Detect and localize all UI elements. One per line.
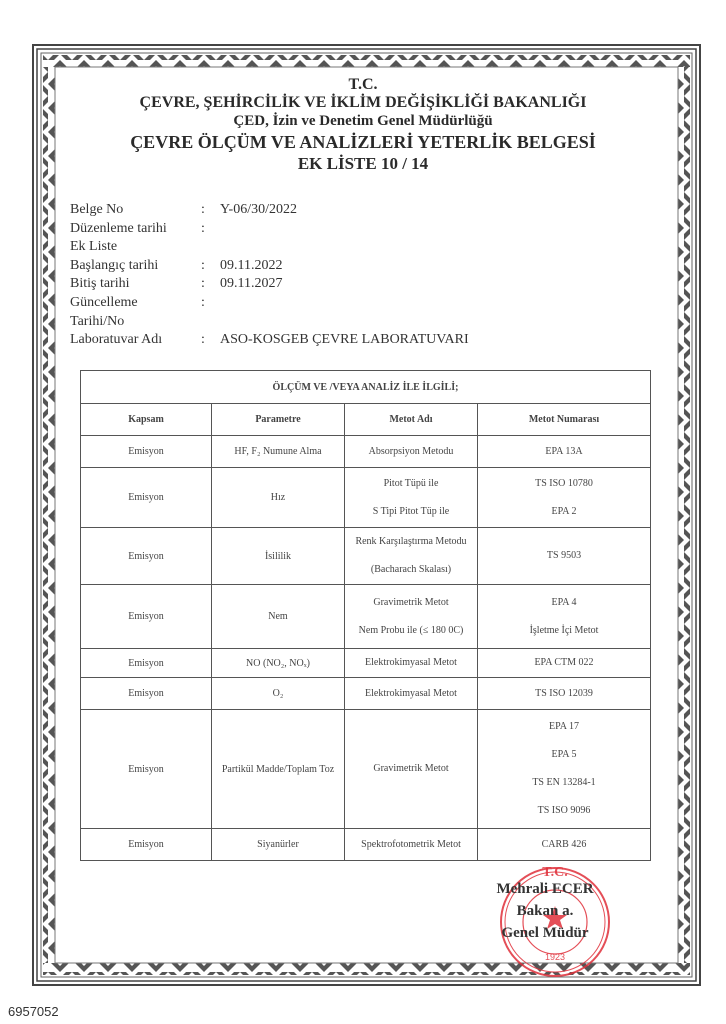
cell-numara — [478, 468, 651, 528]
column-header: Parametre — [212, 404, 345, 436]
cell-kapsam: Emisyon — [81, 710, 212, 829]
info-label: Ek Liste — [70, 239, 118, 255]
info-value: ASO-KOSGEB ÇEVRE LABORATUVARI — [220, 332, 469, 348]
cell-line: Gravimetrik Metot — [373, 596, 449, 608]
cell-kapsam: Emisyon — [81, 649, 212, 678]
cell-line: S Tipi Pitot Tüp ile — [372, 505, 450, 517]
cell-line: EPA 5 — [551, 749, 577, 760]
cell-line: Nem Probu ile (≤ 180 0C) — [358, 624, 464, 636]
cell-kapsam: Emisyon — [81, 829, 212, 861]
cell-line: TS EN 13284-1 — [532, 777, 596, 788]
table-row — [81, 710, 651, 829]
info-label: Düzenleme tarihi — [70, 220, 167, 236]
table-row — [81, 436, 651, 468]
cell-line: TS ISO 10780 — [535, 477, 593, 489]
cell-line: Elektrokimyasal Metot — [365, 657, 457, 668]
header-ministry: ÇEVRE, ŞEHİRCİLİK VE İKLİM DEĞİŞİKLİĞİ BAKANLIĞI — [139, 94, 587, 111]
document-title: ÇEVRE ÖLÇÜM VE ANALİZLERİ YETERLİK BELGESİ — [130, 132, 596, 152]
cell-line: Elektrokimyasal Metot — [365, 687, 457, 699]
cell-line: Gravimetrik Metot — [373, 763, 449, 774]
cell-line: Absorpsiyon Metodu — [368, 445, 454, 457]
signatory-title: Bakan a. — [516, 903, 574, 919]
column-header: Kapsam — [81, 404, 212, 436]
header-directorate: ÇED, İzin ve Denetim Genel Müdürlüğü — [233, 113, 493, 129]
info-value: Y-06/30/2022 — [220, 202, 297, 217]
cell-line: EPA 4 — [551, 596, 577, 608]
document-id: 6957052 — [8, 1004, 59, 1019]
info-label: Belge No — [70, 202, 124, 217]
info-colon: : — [201, 332, 205, 348]
cell-kapsam: Emisyon — [81, 585, 212, 649]
info-label: Tarihi/No — [70, 313, 125, 329]
info-label: Başlangıç tarihi — [70, 257, 159, 273]
cell-parametre: Partikül Madde/Toplam Toz — [212, 710, 345, 829]
cell-kapsam: Emisyon — [81, 528, 212, 585]
cell-numara — [478, 678, 651, 710]
cell-numara — [478, 528, 651, 585]
cell-metot — [345, 585, 478, 649]
cell-line: EPA 17 — [549, 721, 579, 732]
table-row — [81, 468, 651, 528]
info-label: Bitiş tarihi — [70, 276, 130, 292]
info-label: Laboratuvar Adı — [70, 332, 163, 348]
cell-line: EPA 2 — [551, 505, 577, 517]
cell-kapsam: Emisyon — [81, 468, 212, 528]
stamp-year: 1923 — [544, 952, 566, 962]
cell-kapsam: Emisyon — [81, 678, 212, 710]
cell-line: Renk Karşılaştırma Metodu — [355, 536, 467, 547]
scope-table — [80, 370, 651, 861]
cell-numara — [478, 710, 651, 829]
cell-parametre: Nem — [212, 585, 345, 649]
cell-parametre: NO (NO₂, NOₓ) — [212, 649, 345, 678]
table-row — [81, 528, 651, 585]
cell-line: EPA CTM 022 — [534, 657, 594, 668]
cell-line: Pitot Tüpü ile — [383, 477, 439, 489]
info-colon: : — [201, 295, 205, 310]
cell-parametre: İsililik — [212, 528, 345, 585]
cell-metot — [345, 468, 478, 528]
cell-line: TS 9503 — [546, 550, 582, 561]
cell-numara — [478, 436, 651, 468]
info-colon: : — [201, 220, 205, 236]
cell-parametre: Hız — [212, 468, 345, 528]
column-header: Metot Numarası — [478, 404, 651, 436]
annex-number: EK LİSTE 10 / 14 — [297, 154, 429, 173]
cell-line: Spektrofotometrik Metot — [361, 838, 461, 850]
cell-parametre: HF, F₂ Numune Alma — [212, 436, 345, 468]
cell-metot — [345, 528, 478, 585]
stamp-text: T.C. — [542, 865, 568, 880]
info-colon: : — [201, 202, 205, 217]
cell-metot — [345, 649, 478, 678]
table-row — [81, 678, 651, 710]
table-row — [81, 585, 651, 649]
cell-line: İşletme İçi Metot — [529, 624, 599, 636]
column-header: Metot Adı — [345, 404, 478, 436]
cell-line: EPA 13A — [545, 445, 583, 457]
info-value: 09.11.2027 — [220, 276, 283, 292]
cell-metot — [345, 678, 478, 710]
info-colon: : — [201, 257, 205, 273]
cell-line: (Bacharach Skalası) — [370, 564, 452, 575]
cell-metot — [345, 436, 478, 468]
info-colon: : — [201, 276, 205, 292]
signatory-position: Genel Müdür — [501, 925, 589, 941]
cell-numara — [478, 649, 651, 678]
info-label: Güncelleme — [70, 295, 138, 310]
cell-line: TS ISO 12039 — [535, 687, 593, 699]
cell-metot — [345, 710, 478, 829]
signatory-name: Mehrali ECER — [496, 881, 594, 897]
table-title: ÖLÇÜM VE /VEYA ANALİZ İLE İLGİLİ; — [81, 371, 651, 404]
cell-kapsam: Emisyon — [81, 436, 212, 468]
cell-line: TS ISO 9096 — [537, 805, 591, 816]
table-row — [81, 649, 651, 678]
signature-block — [470, 878, 620, 944]
cell-parametre: Siyanürler — [212, 829, 345, 861]
cell-numara — [478, 585, 651, 649]
header-tc: T.C. — [348, 76, 378, 93]
cell-metot — [345, 829, 478, 861]
info-value: 09.11.2022 — [220, 257, 283, 273]
cell-line: CARB 426 — [541, 838, 587, 850]
cell-parametre: O₂ — [212, 678, 345, 710]
